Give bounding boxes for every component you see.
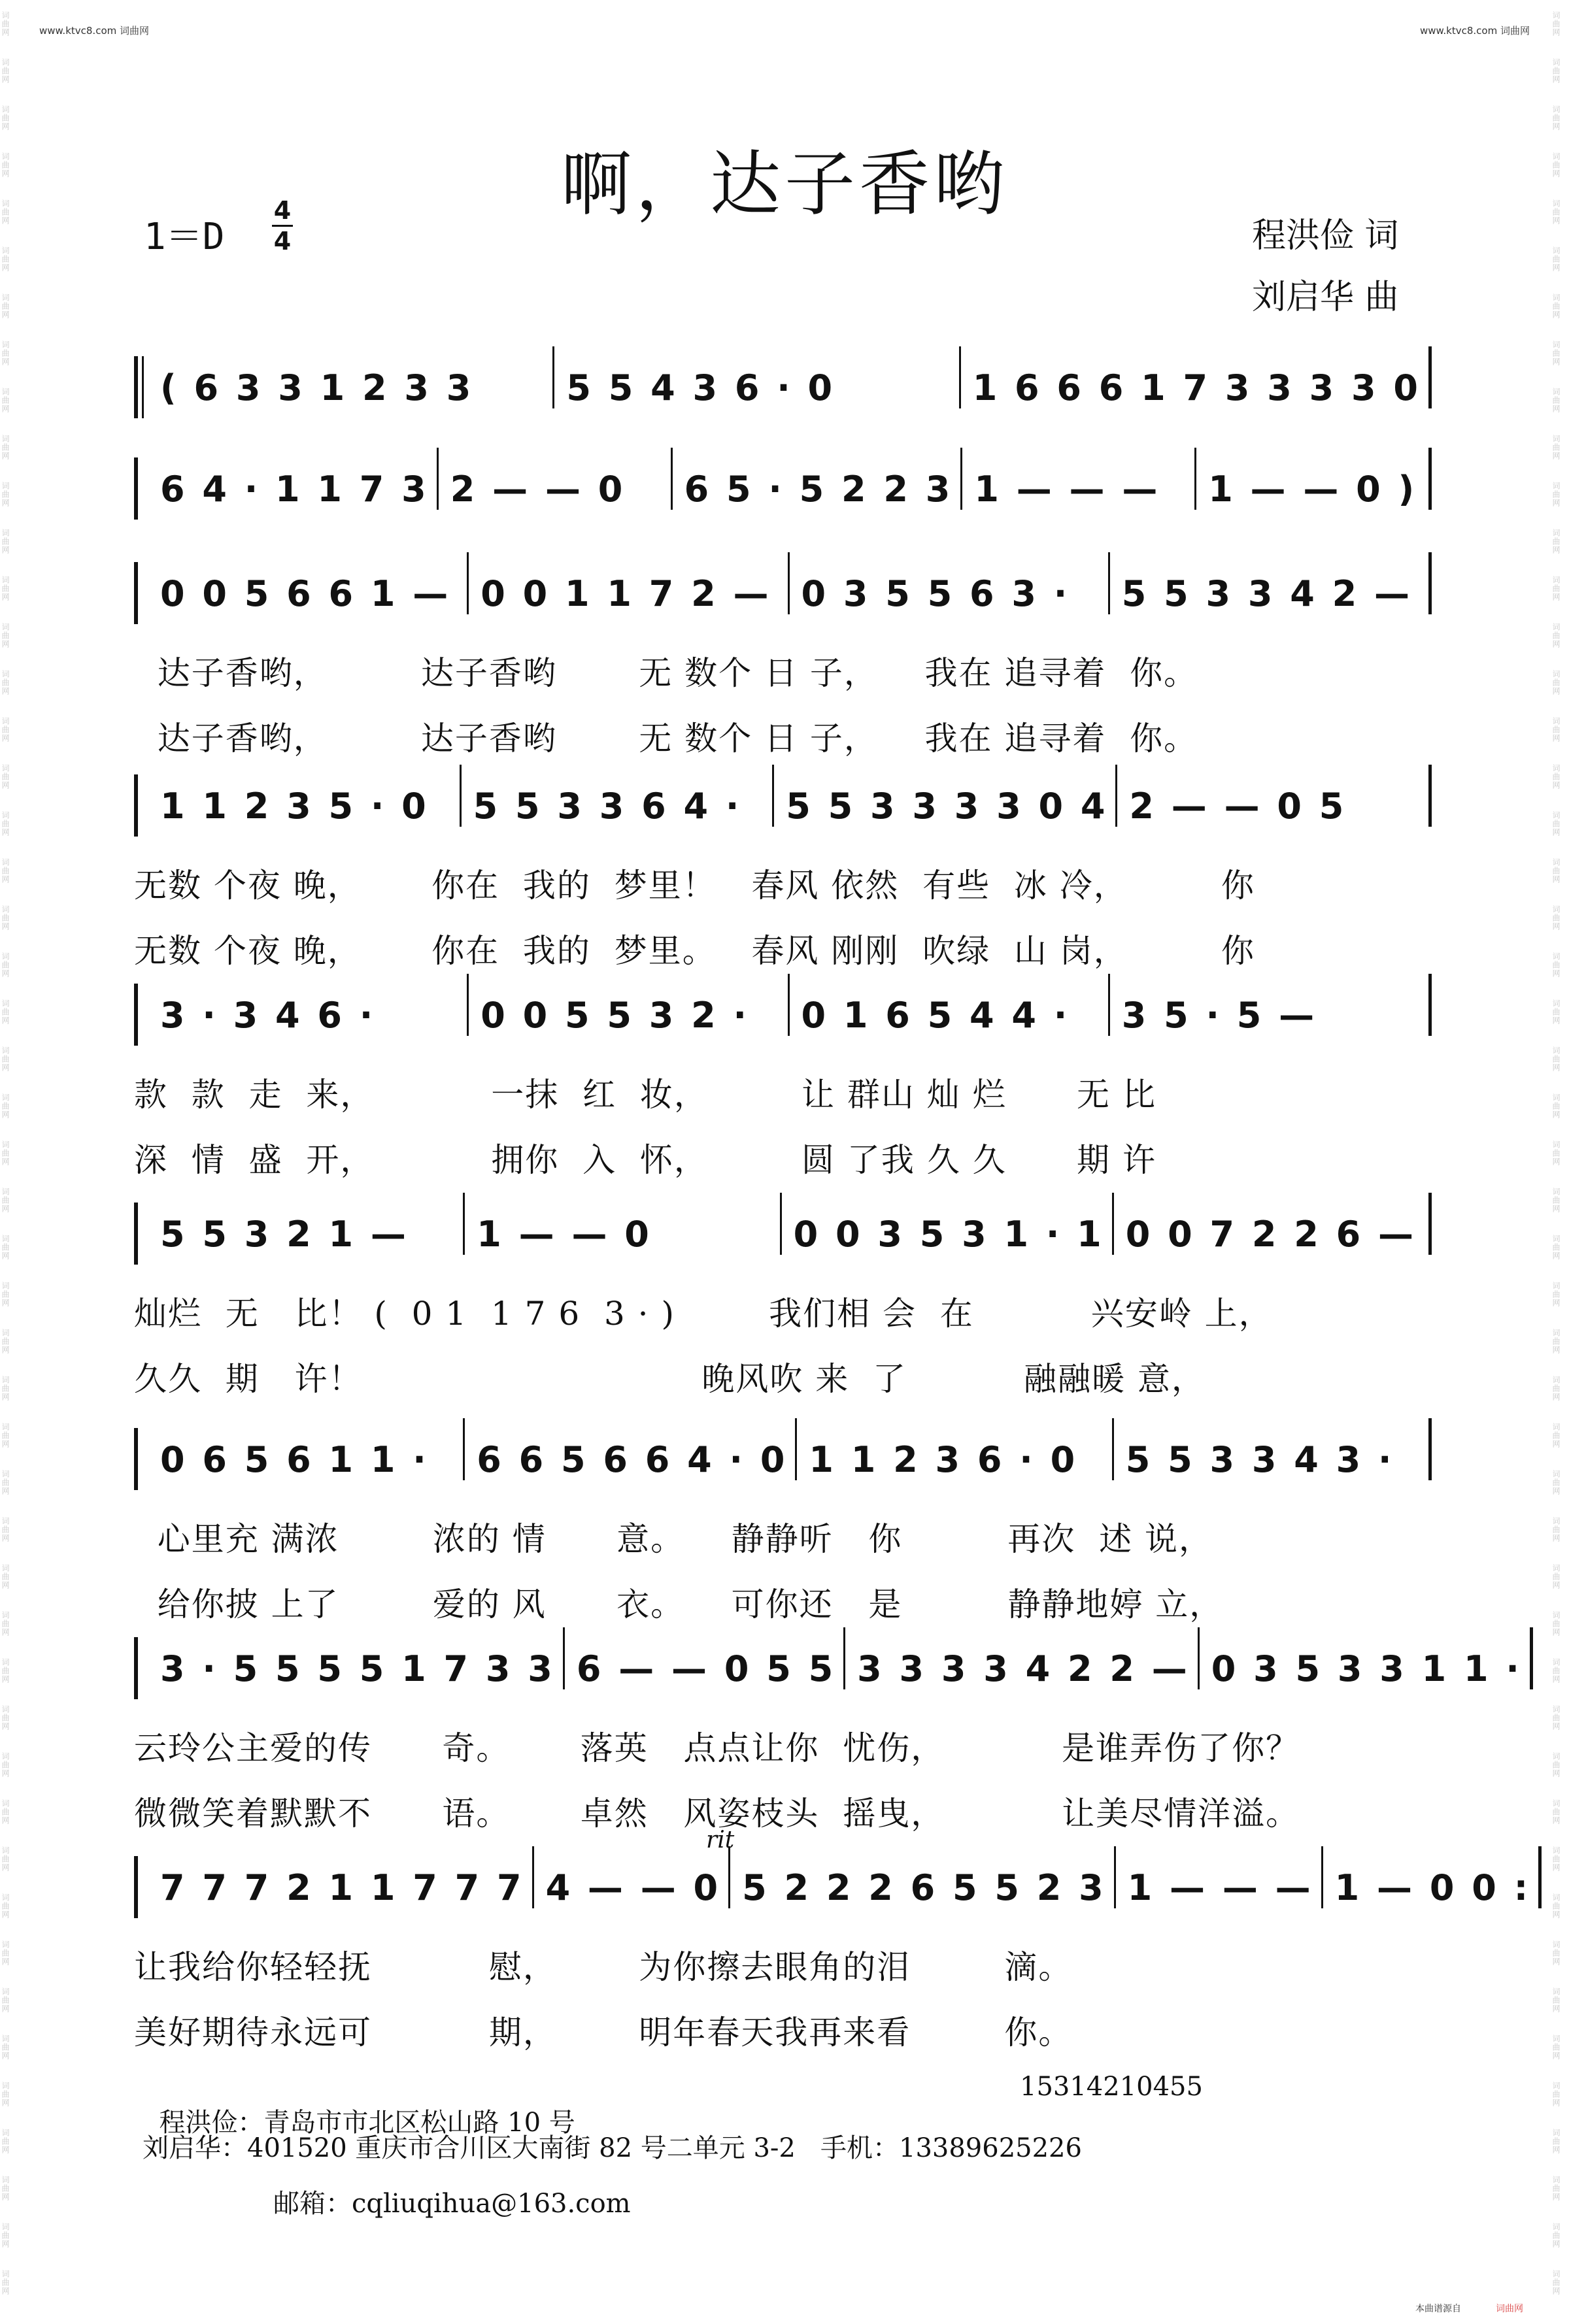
watermark-tile: 词曲网 [1,1328,10,1354]
watermark-tile: 词曲网 [1551,481,1561,507]
watermark-tile: 词曲网 [1551,1140,1561,1166]
notation-line [134,774,1432,827]
lyric-line-1: 款 款 走 来， 一抹 红 妆， 让 群山 灿 烂 无 比 [134,1076,1156,1114]
measure-notes: 0 0 5 6 6 1 — [160,573,451,614]
watermark-tile: 词曲网 [1551,1799,1561,1825]
notation-line [134,1428,1432,1480]
measure-notes: 3 · 3 4 6 · [160,995,376,1036]
watermark-tile: 词曲网 [1,1799,10,1825]
measure [134,552,469,614]
measure [134,346,554,408]
measure [1110,974,1432,1036]
measure [134,1627,565,1689]
lyric-line-2: 无数 个夜 晚， 你在 我的 梦里。 春风 刚刚 吹绿 山 岗， 你 [134,932,1255,970]
notation-line [134,457,1432,510]
watermark-tile: 词曲网 [1551,952,1561,978]
measure-notes: 6 5 · 5 2 2 3 [684,469,953,510]
measure-notes: 3 3 3 3 4 2 2 — [857,1648,1190,1689]
measure [134,448,439,510]
watermark-tile: 词曲网 [1551,2269,1561,2295]
watermark-tile: 词曲网 [1551,1893,1561,1919]
watermark-tile: 词曲网 [1,1281,10,1307]
footer-site-label: 词曲网 [1496,2304,1523,2314]
watermark-tile: 词曲网 [1,1516,10,1542]
watermark-tile: 词曲网 [1551,1187,1561,1213]
ritardando-mark: rit [706,1827,735,1853]
watermark-tile: 词曲网 [1551,10,1561,37]
watermark-tile: 词曲网 [1551,199,1561,225]
watermark-tile: 词曲网 [1,1187,10,1213]
watermark-tile: 词曲网 [1551,1469,1561,1495]
watermark-tile: 词曲网 [1551,1234,1561,1260]
watermark-url: www.ktvc8.com [1419,25,1498,37]
measure [134,974,469,1036]
watermark-tile: 词曲网 [1,387,10,413]
measure [1117,765,1432,827]
watermark-tile: 词曲网 [1551,2081,1561,2107]
lyric-line-1: 心里充 满浓 浓的 情 意。 静静听 你 再次 述 说， [134,1520,1213,1558]
measure [730,1846,1116,1908]
measure [465,1418,797,1480]
measure [1114,1193,1432,1255]
lyric-line-1: 让我给你轻轻抚 慰， 为你擦去眼角的泪 滴。 [134,1948,1073,1986]
watermark-tile: 词曲网 [1551,387,1561,413]
barline-start [134,774,138,837]
watermark-tile: 词曲网 [1,905,10,931]
measure-notes: 0 6 5 6 1 1 · [160,1439,429,1480]
watermark-tile: 词曲网 [1551,340,1561,366]
measure [961,346,1432,408]
lyricist-credit: 程洪俭 词 [1252,216,1399,256]
measure-notes: 5 2 2 2 6 5 5 2 3 [742,1867,1106,1908]
watermark-tile: 词曲网 [1551,1704,1561,1731]
watermark-tile: 词曲网 [1551,293,1561,319]
measure-notes: 3 5 · 5 — [1121,995,1317,1036]
measure-notes: 5 5 3 3 6 4 · [473,786,742,827]
watermark-tile: 词曲网 [1,1469,10,1495]
watermark-tile: 词曲网 [1551,622,1561,648]
watermark-tile: 词曲网 [1551,1940,1561,1966]
watermark-tile: 词曲网 [1,2081,10,2107]
watermark-tile: 词曲网 [1551,246,1561,272]
watermark-tile: 词曲网 [1,716,10,742]
watermark-tile: 词曲网 [1,199,10,225]
lyric-line-1: 云玲公主爱的传 奇。 落英 点点让你 忧伤， 是谁弄伤了你？ [134,1729,1300,1767]
lyric-line-2: 久久 期 许！ 晚风吹 来 了 融融暖 意， [134,1360,1206,1398]
measure [469,974,789,1036]
watermark-tile: 词曲网 [1551,1516,1561,1542]
lyric-line-1: 灿烂 无 比！ ( 0 1 1 7 6 3 · ) 我们相 会 在 兴安岭 上， [134,1295,1273,1333]
barline-start [134,1856,138,1918]
measure-notes: 6 6 5 6 6 4 · 0 [477,1439,788,1480]
measure-notes: 0 0 1 1 7 2 — [481,573,771,614]
contact-email: 邮箱：cqliuqihua@163.com [273,2189,631,2219]
measure-notes: 1 1 2 3 5 · 0 [160,786,429,827]
watermark-tile: 词曲网 [1,2222,10,2248]
key-signature: 1＝D [144,216,225,258]
watermark-tile: 词曲网 [1551,2128,1561,2154]
measure [134,765,462,827]
barline-start [134,356,138,418]
watermark-tile: 词曲网 [1,810,10,837]
measure-notes: 1 — — — [1127,1867,1313,1908]
watermark-header-left [39,24,149,37]
watermark-tile: 词曲网 [1551,2222,1561,2248]
measure-notes: 5 5 3 3 4 2 — [1121,573,1412,614]
measure-notes: 4 — — 0 [545,1867,721,1908]
watermark-tile: 词曲网 [1,1422,10,1448]
barline-start [134,1637,138,1699]
measure [1116,1846,1323,1908]
watermark-tile: 词曲网 [1,1987,10,2013]
lyric-line-2: 深 情 盛 开， 拥你 入 怀， 圆 了我 久 久 期 许 [134,1141,1156,1179]
repeat-barline [142,356,144,418]
lyric-line-1: 无数 个夜 晚， 你在 我的 梦里！ 春风 依然 有些 冰 冷， 你 [134,867,1255,905]
watermark-tile: 词曲网 [1551,1093,1561,1119]
lyric-line-2: 美好期待永远可 期， 明年春天我再来看 你。 [134,2014,1073,2051]
contact-lyricist-address: 程洪俭：青岛市市北区松山路 10 号 [159,2108,575,2138]
measure [1110,552,1432,614]
watermark-tile: 词曲网 [1,1751,10,1778]
watermark-tile: 词曲网 [1,1375,10,1401]
watermark-tile: 词曲网 [1551,905,1561,931]
watermark-tile: 词曲网 [1,246,10,272]
lyric-line-2: 微微笑着默默不 语。 卓然 风姿枝头 摇曳， 让美尽情洋溢。 [134,1795,1300,1833]
notation-line [134,356,1432,408]
notation-line [134,1856,1531,1908]
measure-notes: 1 — 0 0 : [1334,1867,1531,1908]
watermark-tile: 词曲网 [1,1046,10,1072]
watermark-tile: 词曲网 [1551,999,1561,1025]
measure-notes: 5 5 3 2 1 — [160,1214,409,1255]
measure [962,448,1196,510]
watermark-tile: 词曲网 [1551,105,1561,131]
measure [554,346,960,408]
watermark-tile: 词曲网 [1551,1610,1561,1636]
watermark-tile: 词曲网 [1551,1328,1561,1354]
measure [134,1418,465,1480]
measure-notes: 5 5 3 3 4 3 · [1125,1439,1394,1480]
measure-notes: 0 0 7 2 2 6 — [1125,1214,1416,1255]
watermark-tile: 词曲网 [1551,2175,1561,2201]
watermark-tile: 词曲网 [1551,152,1561,178]
measure [469,552,789,614]
song-title: 啊，达子香哟 [560,144,1008,225]
measure-notes: 0 3 5 5 6 3 · [801,573,1070,614]
measure-notes: 3 · 5 5 5 5 1 7 3 3 [160,1648,555,1689]
watermark-tile: 词曲网 [1,1940,10,1966]
measure [782,1193,1114,1255]
watermark-tile: 词曲网 [1551,434,1561,460]
measure [134,1193,465,1255]
watermark-tile: 词曲网 [1,1704,10,1731]
watermark-tile: 词曲网 [1551,857,1561,884]
measure [797,1418,1113,1480]
measure-notes: 6 4 · 1 1 7 3 [160,469,429,510]
watermark-tile: 词曲网 [1551,1751,1561,1778]
measure [439,448,673,510]
watermark-tile: 词曲网 [1,2034,10,2060]
measure [1323,1846,1542,1908]
watermark-tile: 词曲网 [1,340,10,366]
watermark-tile: 词曲网 [1551,1422,1561,1448]
measure [565,1627,845,1689]
watermark-tile: 词曲网 [1,763,10,789]
measure-notes: 1 1 2 3 6 · 0 [809,1439,1078,1480]
watermark-tile: 词曲网 [1,1893,10,1919]
measure-notes: 6 — — 0 5 5 [576,1648,836,1689]
watermark-url: www.ktvc8.com [39,25,117,37]
notation-line [134,1637,1522,1689]
watermark-tile: 词曲网 [1551,1657,1561,1684]
measure [534,1846,731,1908]
watermark-tile: 词曲网 [1,1093,10,1119]
time-signature-bottom: 4 [273,227,292,256]
measure-notes: 0 3 5 3 3 1 1 · [1211,1648,1522,1689]
watermark-tile: 词曲网 [1,1563,10,1589]
measure-notes: ( 6 3 3 1 2 3 3 [160,367,474,408]
measure [465,1193,781,1255]
watermark-tile: 词曲网 [1551,528,1561,554]
notation-line [134,984,1432,1036]
watermark-tile: 词曲网 [1,293,10,319]
watermark-tile: 词曲网 [1,481,10,507]
watermark-tile: 词曲网 [1,1657,10,1684]
watermark-tile: 词曲网 [1,575,10,601]
barline-start [134,562,138,624]
footer-source-label: 本曲谱源自 [1415,2304,1461,2314]
watermark-tile: 词曲网 [1,434,10,460]
watermark-tile: 词曲网 [1,2269,10,2295]
barline-start [134,984,138,1046]
watermark-tile: 词曲网 [1,10,10,37]
watermark-tile: 词曲网 [1,2175,10,2201]
measure [845,1627,1200,1689]
lyric-line-2: 达子香哟， 达子香哟 无 数个 日 子， 我在 追寻着 你。 [134,720,1198,757]
measure [790,552,1110,614]
watermark-tile: 词曲网 [1551,810,1561,837]
measure-notes: 0 1 6 5 4 4 · [801,995,1070,1036]
lyric-line-1: 达子香哟， 达子香哟 无 数个 日 子， 我在 追寻着 你。 [134,654,1198,692]
barline-start [134,457,138,520]
measure [134,1846,534,1908]
watermark-tile: 词曲网 [1551,1563,1561,1589]
watermark-tile: 词曲网 [1551,58,1561,84]
measure-notes: 5 5 4 3 6 · 0 [566,367,835,408]
watermark-tile: 词曲网 [1551,1375,1561,1401]
watermark-tile: 词曲网 [1551,763,1561,789]
watermark-header-right [1420,24,1530,37]
watermark-tile: 词曲网 [1,1234,10,1260]
measure-notes: 1 — — 0 [477,1214,652,1255]
measure-notes: 1 — — — [974,469,1160,510]
measure [1114,1418,1432,1480]
watermark-tile: 词曲网 [1,105,10,131]
watermark-tile: 词曲网 [1,152,10,178]
measure [1196,448,1432,510]
watermark-site: 词曲网 [1500,25,1530,37]
watermark-tile: 词曲网 [1,58,10,84]
contact-lyricist-phone: 15314210455 [1020,2072,1203,2102]
measure [790,974,1110,1036]
watermark-tile: 词曲网 [1,857,10,884]
measure [1200,1627,1533,1689]
watermark-tile: 词曲网 [1,952,10,978]
watermark-tile: 词曲网 [1551,2034,1561,2060]
watermark-tile: 词曲网 [1,1610,10,1636]
watermark-sidebar-left [0,0,18,2324]
watermark-tile: 词曲网 [1551,1846,1561,1872]
watermark-tile: 词曲网 [1,2128,10,2154]
measure-notes: 1 — — 0 ) [1208,469,1417,510]
measure-notes: 0 0 3 5 3 1 · 1 [793,1214,1104,1255]
watermark-tile: 词曲网 [1,1140,10,1166]
watermark-tile: 词曲网 [1551,669,1561,695]
composer-credit: 刘启华 曲 [1252,278,1399,317]
measure-notes: 2 — — 0 5 [1129,786,1347,827]
barline-start [134,1428,138,1490]
watermark-tile: 词曲网 [1,528,10,554]
contact-composer: 刘启华：401520 重庆市合川区大南街 82 号二单元 3-2 手机：13389625226 [143,2133,1082,2163]
time-signature-top: 4 [273,196,292,225]
watermark-tile: 词曲网 [1,622,10,648]
watermark-tile: 词曲网 [1551,1046,1561,1072]
notation-line [134,562,1432,614]
time-signature [269,196,295,256]
watermark-tile: 词曲网 [1,669,10,695]
watermark-site: 词曲网 [120,25,150,37]
barline-start [134,1203,138,1265]
measure-notes: 1 6 6 6 1 7 3 3 3 3 0 [972,367,1421,408]
measure-notes: 5 5 3 3 3 3 0 4 [786,786,1108,827]
measure-notes: 0 0 5 5 3 2 · [481,995,750,1036]
lyric-line-2: 给你披 上了 爱的 风 衣。 可你还 是 静静地婷 立， [134,1585,1224,1623]
measure [673,448,963,510]
measure-notes: 2 — — 0 [450,469,626,510]
watermark-tile: 词曲网 [1551,1281,1561,1307]
watermark-sidebar-right [1551,0,1569,2324]
watermark-tile: 词曲网 [1,1846,10,1872]
watermark-tile: 词曲网 [1551,716,1561,742]
watermark-tile: 词曲网 [1,999,10,1025]
measure [462,765,775,827]
measure-notes: 7 7 7 2 1 1 7 7 7 [160,1867,524,1908]
watermark-tile: 词曲网 [1551,1987,1561,2013]
watermark-tile: 词曲网 [1551,575,1561,601]
notation-line [134,1203,1432,1255]
measure [774,765,1117,827]
